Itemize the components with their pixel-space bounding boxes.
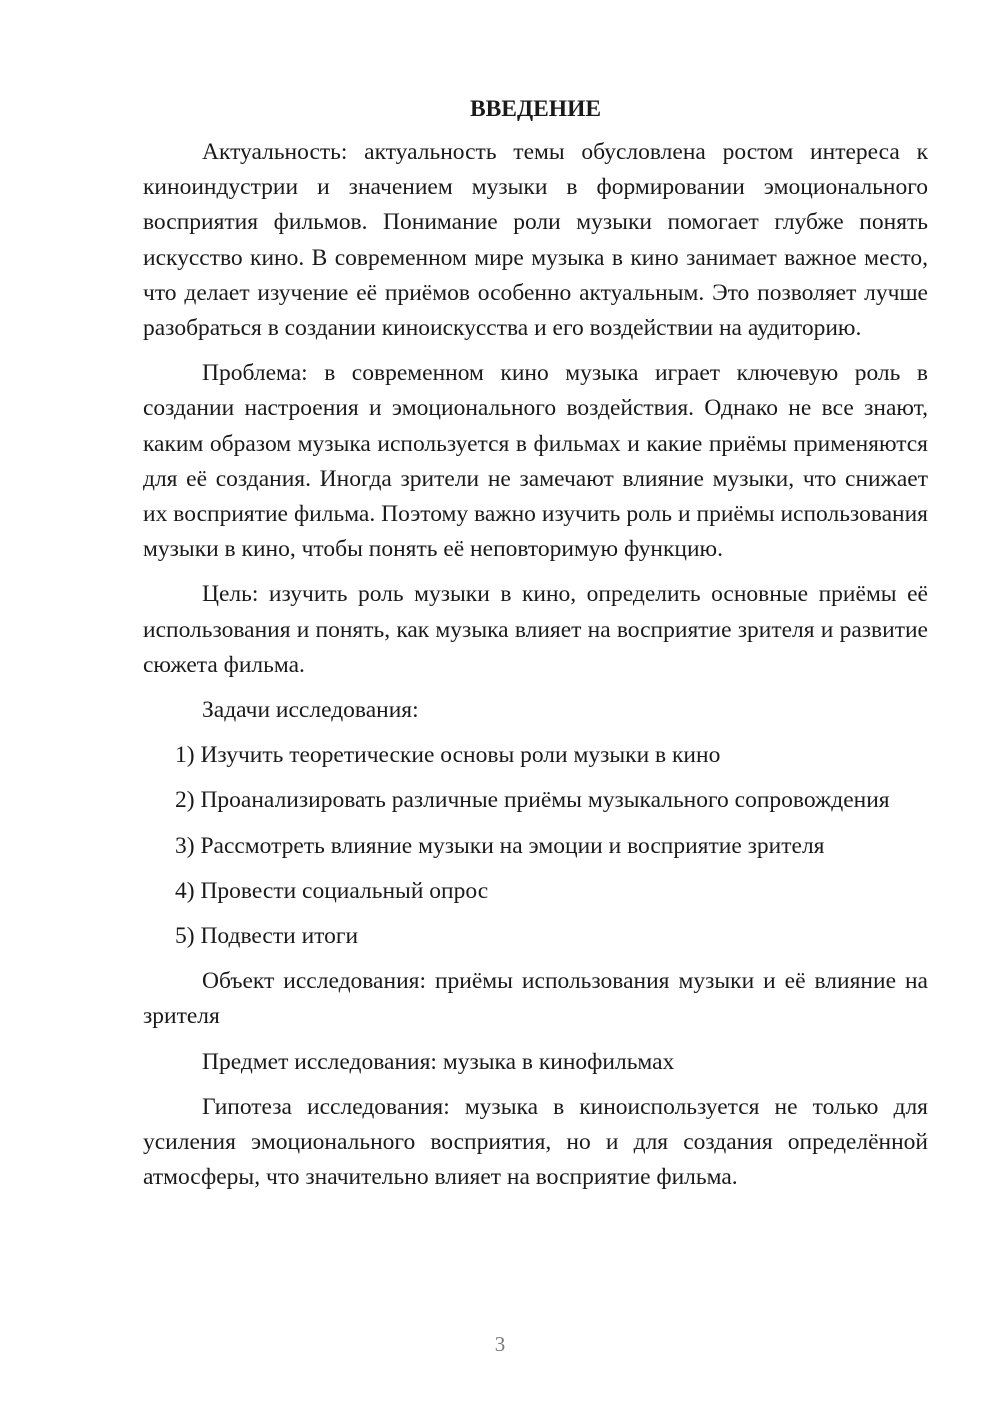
subject-paragraph: Предмет исследования: музыка в кинофильмах bbox=[202, 1048, 675, 1075]
object-paragraph: Объект исследования: приёмы использования музыки и её влияние на зрителя bbox=[143, 968, 928, 1030]
page-title: ВВЕДЕНИЕ bbox=[469, 96, 602, 122]
task-item-3: 3) Рассмотреть влияние музыки на эмоции и восприятие зрителя bbox=[175, 832, 825, 859]
task-item-2: 2) Проанализировать различные приёмы музыкального сопровождения bbox=[175, 787, 890, 814]
problem-paragraph: Проблема: в современном кино музыка играет ключевую роль в создании настроения и эмоционального воздействия. Однако не все знают, каким образом музыка используется в фильмах и какие приёмы применяются для её создания. Иногда зрители не замечают влияние музыки, что снижает их восприятие фильма. Поэтому важно изучить роль и приёмы использования музыки в кино, чтобы понять её неповторимую функцию. bbox=[143, 360, 928, 563]
document-page bbox=[143, 92, 928, 1205]
page-number: 3 bbox=[494, 1332, 506, 1356]
task-item-4: 4) Провести социальный опрос bbox=[175, 877, 489, 904]
tasks-heading: Задачи исследования: bbox=[202, 697, 419, 724]
goal-paragraph: Цель: изучить роль музыки в кино, определить основные приёмы её использования и понять, как музыка влияет на восприятие зрителя и развитие сюжета фильма. bbox=[143, 581, 928, 678]
hypothesis-paragraph: Гипотеза исследования: музыка в киноиспользуется не только для усиления эмоционального восприятия, но и для создания определённой атмосферы, что значительно влияет на восприятие фильма. bbox=[143, 1093, 928, 1191]
relevance-paragraph: Актуальность: актуальность темы обусловлена ростом интереса к киноиндустрии и значением музыки в формировании эмоционального восприятия фильмов. Понимание роли музыки помогает глубже понять искусство кино. В современном мире музыка в кино занимает важное место, что делает изучение её приёмов особенно актуальным. Это позволяет лучше разобраться в создании киноискусства и его воздействии на аудиторию. bbox=[143, 139, 928, 342]
task-item-5: 5) Подвести итоги bbox=[175, 923, 359, 950]
task-item-1: 1) Изучить теоретические основы роли музыки в кино bbox=[175, 742, 721, 769]
